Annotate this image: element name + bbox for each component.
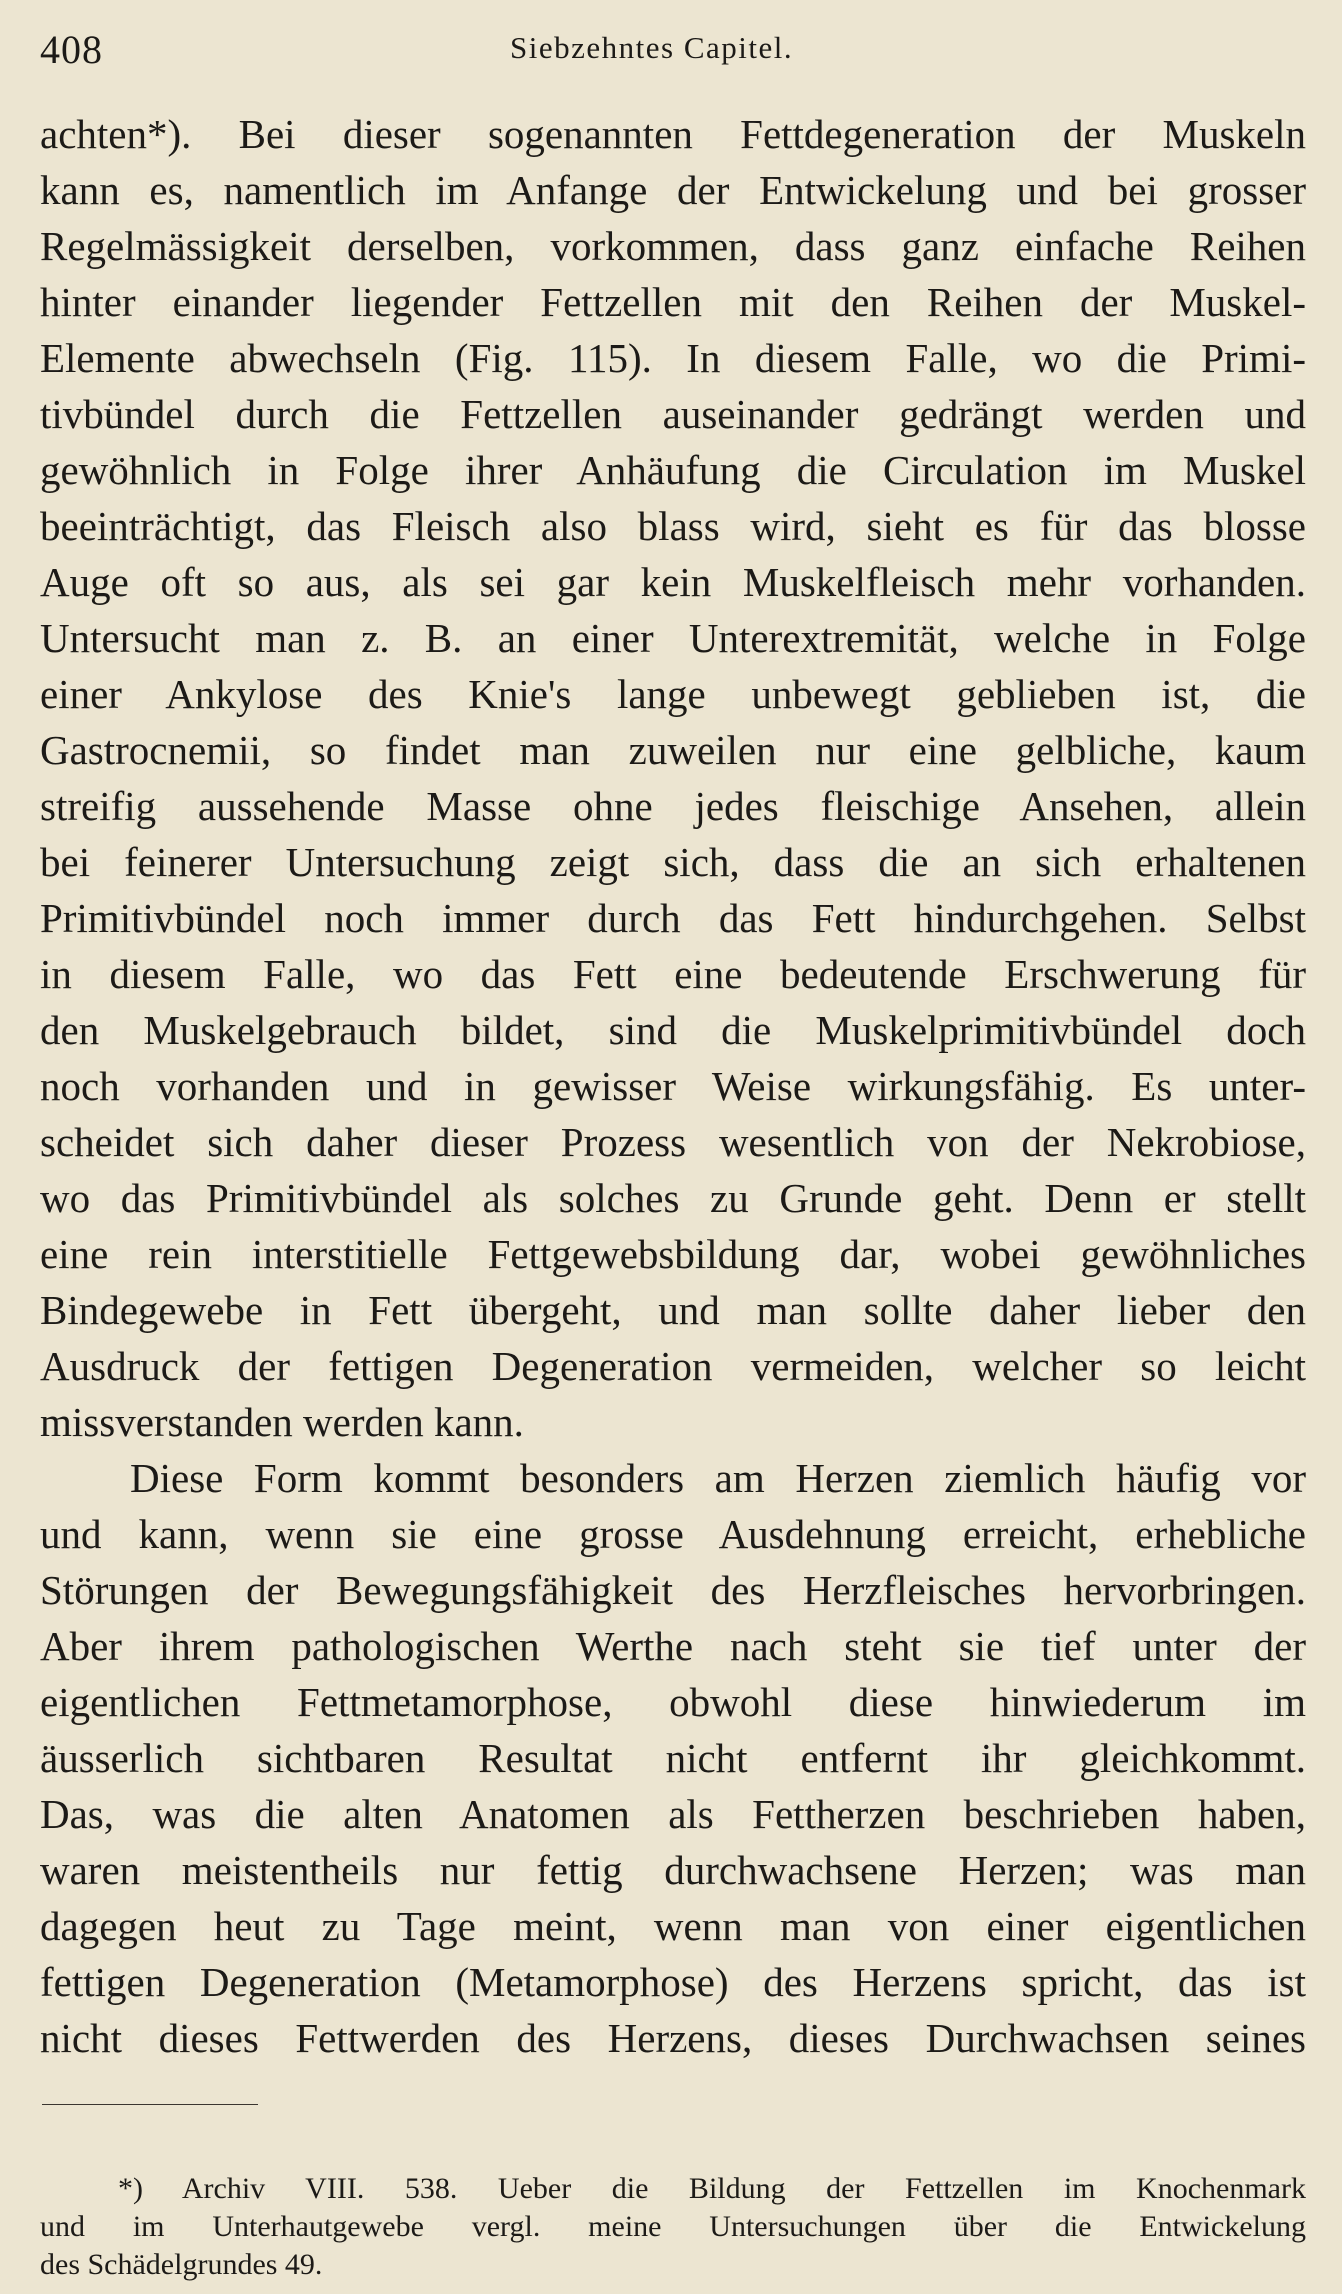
text-line: Elemente abwechseln (Fig. 115). In diesem Falle, wo die Primi-: [40, 335, 1306, 381]
text-line: äusserlich sichtbaren Resultat nicht entfernt ihr gleichkommt.: [40, 1735, 1306, 1781]
footnote-divider: [42, 2104, 258, 2105]
text-line: waren meistentheils nur fettig durchwachsene Herzen; was man: [40, 1847, 1306, 1893]
text-line: Das, was die alten Anatomen als Fettherzen beschrieben haben,: [40, 1791, 1306, 1837]
body-text: [40, 106, 1306, 2066]
text-line: den Muskelgebrauch bildet, sind die Muskelprimitivbündel doch: [40, 1007, 1306, 1053]
paragraph-end-line: missverstanden werden kann.: [40, 1399, 524, 1445]
text-line: Ausdruck der fettigen Degeneration vermeiden, welcher so leicht: [40, 1343, 1306, 1389]
text-line: eine rein interstitielle Fettgewebsbildung dar, wobei gewöhnliches: [40, 1231, 1306, 1277]
running-head: Siebzehntes Capitel.: [510, 30, 794, 65]
text-line: bei feinerer Untersuchung zeigt sich, dass die an sich erhaltenen: [40, 839, 1306, 885]
text-line: Störungen der Bewegungsfähigkeit des Herzfleisches hervorbringen.: [40, 1567, 1306, 1613]
text-line: Bindegewebe in Fett übergeht, und man sollte daher lieber den: [40, 1287, 1306, 1333]
text-line: eigentlichen Fettmetamorphose, obwohl diese hinwiederum im: [40, 1679, 1306, 1725]
text-line: Untersucht man z. B. an einer Unterextremität, welche in Folge: [40, 615, 1306, 661]
text-line: Gastrocnemii, so findet man zuweilen nur eine gelbliche, kaum: [40, 727, 1306, 773]
text-line: gewöhnlich in Folge ihrer Anhäufung die Circulation im Muskel: [40, 447, 1306, 493]
text-line: nicht dieses Fettwerden des Herzens, dieses Durchwachsen seines: [40, 2015, 1306, 2061]
text-line: tivbündel durch die Fettzellen auseinander gedrängt werden und: [40, 391, 1306, 437]
text-line: in diesem Falle, wo das Fett eine bedeutende Erschwerung für: [40, 951, 1306, 997]
text-line: und kann, wenn sie eine grosse Ausdehnung erreicht, erhebliche: [40, 1511, 1306, 1557]
text-line: wo das Primitivbündel als solches zu Grunde geht. Denn er stellt: [40, 1175, 1306, 1221]
text-line: noch vorhanden und in gewisser Weise wirkungsfähig. Es unter-: [40, 1063, 1306, 1109]
page-number: 408: [40, 27, 103, 72]
text-line: hinter einander liegender Fettzellen mit den Reihen der Muskel-: [40, 279, 1306, 325]
text-line: einer Ankylose des Knie's lange unbewegt geblieben ist, die: [40, 671, 1306, 717]
footnote-line: und im Unterhautgewebe vergl. meine Untersuchungen über die Entwickelung: [40, 2210, 1306, 2243]
text-line: scheidet sich daher dieser Prozess wesentlich von der Nekrobiose,: [40, 1119, 1306, 1165]
text-line: achten*). Bei dieser sogenannten Fettdegeneration der Muskeln: [40, 111, 1306, 157]
text-line: beeinträchtigt, das Fleisch also blass wird, sieht es für das blosse: [40, 503, 1306, 549]
text-line: streifig aussehende Masse ohne jedes fleischige Ansehen, allein: [40, 783, 1306, 829]
footnote-line: *) Archiv VIII. 538. Ueber die Bildung der Fettzellen im Knochenmark: [118, 2172, 1306, 2205]
footnote: [40, 2170, 1306, 2284]
text-line: kann es, namentlich im Anfange der Entwickelung und bei grosser: [40, 167, 1306, 213]
text-line: Aber ihrem pathologischen Werthe nach steht sie tief unter der: [40, 1623, 1306, 1669]
paragraph-start-line: Diese Form kommt besonders am Herzen ziemlich häufig vor: [130, 1455, 1306, 1501]
text-line: Auge oft so aus, als sei gar kein Muskelfleisch mehr vorhanden.: [40, 559, 1306, 605]
text-line: fettigen Degeneration (Metamorphose) des Herzens spricht, das ist: [40, 1959, 1306, 2005]
text-line: Primitivbündel noch immer durch das Fett hindurchgehen. Selbst: [40, 895, 1306, 941]
page-header: [40, 22, 1302, 92]
text-line: Regelmässigkeit derselben, vorkommen, dass ganz einfache Reihen: [40, 223, 1306, 269]
text-line: dagegen heut zu Tage meint, wenn man von einer eigentlichen: [40, 1903, 1306, 1949]
footnote-line: des Schädelgrundes 49.: [40, 2248, 323, 2281]
